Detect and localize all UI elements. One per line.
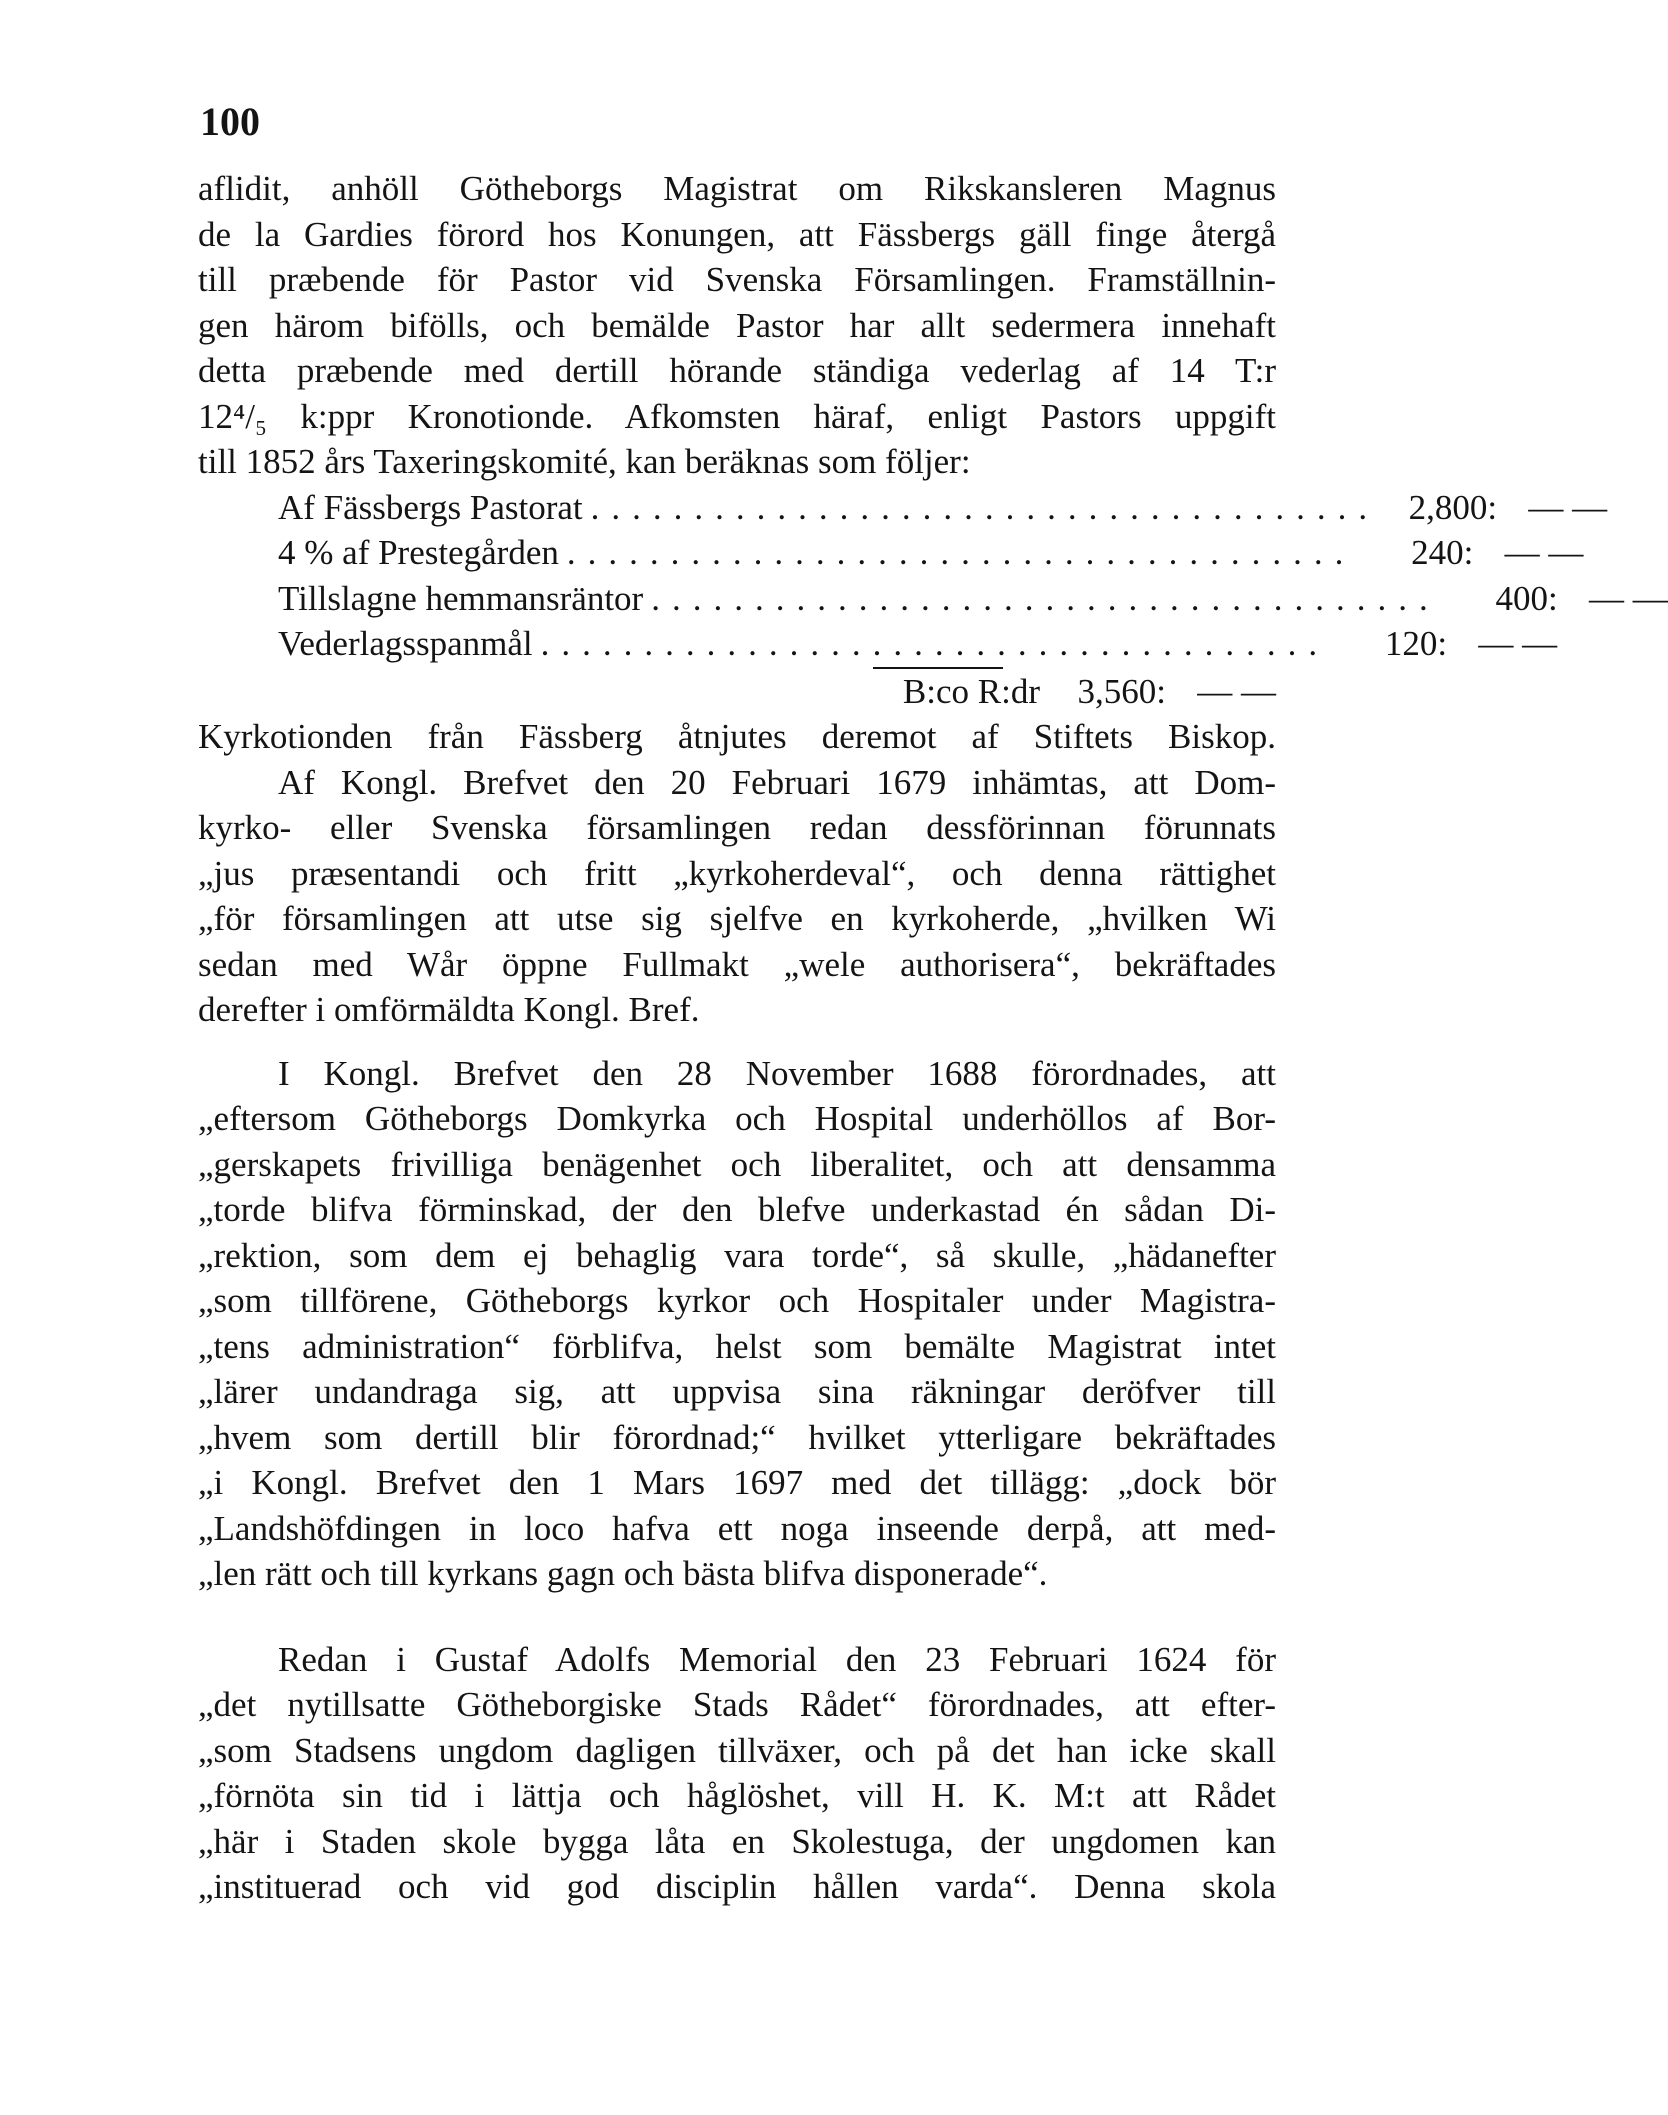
table-row-label: Tillslagne hemmansräntor: [278, 578, 644, 618]
table-total-dashes: — —: [1197, 671, 1276, 711]
text-line: „för församlingen att utse sig sjelfve en kyrkoherde, „hvilken Wi: [198, 899, 1276, 938]
text-line: till præbende för Pastor vid Svenska Församlingen. Framställnin-: [198, 260, 1276, 299]
text-line: detta præbende med dertill hörande ständiga vederlag af 14 T:r: [198, 351, 1276, 390]
text-line: Af Kongl. Brefvet den 20 Februari 1679 inhämtas, att Dom-: [278, 762, 1276, 802]
text-line: „eftersom Götheborgs Domkyrka och Hospital underhöllos af Bor-: [198, 1099, 1276, 1138]
page-number: 100: [200, 99, 260, 144]
leader-dots: ......................................: [540, 624, 1330, 663]
text-line: gen härom bifölls, och bemälde Pastor har allt sedermera innehaft: [198, 305, 1276, 345]
text-line: „len rätt och till kyrkans gagn och bästa blifva disponerade“.: [198, 1554, 1048, 1593]
text-line: „här i Staden skole bygga låta en Skolestuga, der ungdomen kan: [198, 1821, 1276, 1861]
leader-dots: ......................................: [566, 533, 1356, 572]
text-line: derefter i omförmäldta Kongl. Bref.: [198, 990, 700, 1029]
text-line: „instituerad och vid god disciplin hållen varda“. Denna skola: [198, 1867, 1276, 1906]
text-line: „som Stadsens ungdom dagligen tillväxer, och på det han icke skall: [198, 1730, 1276, 1770]
paragraph-1: [198, 166, 1276, 485]
paragraph-4: [198, 1637, 1276, 1910]
paragraph-2: [198, 714, 1276, 1033]
table-row-label: Vederlagsspanmål: [278, 624, 533, 663]
text-line: „jus præsentandi och fritt „kyrkoherdeval“, och denna rättighet: [198, 853, 1276, 893]
table-row-dashes: — —: [1528, 487, 1608, 527]
text-line: de la Gardies förord hos Konungen, att Fässbergs gäll finge återgå: [198, 214, 1276, 254]
table-row-dashes: — —: [1478, 624, 1558, 663]
text-line: Kyrkotionden från Fässberg åtnjutes deremot af Stiftets Biskop.: [198, 717, 1276, 756]
text-line: kyrko- eller Svenska församlingen redan dessförinnan förunnats: [198, 808, 1276, 847]
paragraph-3: [198, 1051, 1276, 1597]
text-line: I Kongl. Brefvet den 28 November 1688 förordnades, att: [278, 1053, 1276, 1093]
text-line: „i Kongl. Brefvet den 1 Mars 1697 med det tillägg: „dock bör: [198, 1463, 1276, 1502]
text-line: „rektion, som dem ej behaglig vara torde“, så skulle, „hädanefter: [198, 1235, 1276, 1275]
text-line: „hvem som dertill blir förordnad;“ hvilket ytterligare bekräftades: [198, 1417, 1276, 1457]
table-row-value: 2,800:: [1408, 487, 1498, 527]
table-row-value: 120:: [1384, 624, 1448, 663]
text-line: „gerskapets frivilliga benägenhet och liberalitet, och att densamma: [198, 1144, 1276, 1184]
leader-dots: ......................................: [651, 578, 1440, 618]
leader-dots: ......................................: [590, 487, 1380, 527]
text-line: 12⁴/₅ k:ppr Kronotionde. Afkomsten häraf, enligt Pastors uppgift: [198, 396, 1276, 436]
page-body: [198, 166, 1668, 1910]
table-row: [198, 530, 1584, 576]
table-total-value: 3,560:: [1077, 671, 1166, 711]
table-total-label: B:co R:dr: [902, 671, 1040, 711]
text-line: „Landshöfdingen in loco hafva ett noga inseende derpå, att med-: [198, 1508, 1276, 1548]
table-row-dashes: — —: [1504, 533, 1584, 572]
table-row: [198, 621, 1558, 667]
text-line: „lärer undandraga sig, att uppvisa sina räkningar deröfver till: [198, 1372, 1276, 1411]
text-line: till 1852 års Taxeringskomité, kan beräknas som följer:: [198, 442, 971, 481]
paragraph-gap: [198, 1033, 1276, 1051]
text-line: „förnöta sin tid i lättja och håglöshet, vill H. K. M:t att Rådet: [198, 1776, 1276, 1815]
text-line: sedan med Wår öppne Fullmakt „wele authorisera“, bekräftades: [198, 944, 1276, 984]
text-line: „som tillförene, Götheborgs kyrkor och Hospitaler under Magistra-: [198, 1281, 1276, 1320]
text-line: aflidit, anhöll Götheborgs Magistrat om Rikskansleren Magnus: [198, 169, 1276, 208]
table-row-label: Af Fässbergs Pastorat: [278, 487, 583, 527]
revenue-table: [198, 485, 1668, 715]
table-total-row: [198, 669, 1276, 715]
text-line: „torde blifva förminskad, der den blefve underkastad én sådan Di-: [198, 1190, 1276, 1229]
table-row-value: 400:: [1495, 578, 1558, 618]
text-line: „tens administration“ förblifva, helst som bemälte Magistrat intet: [198, 1326, 1276, 1366]
paragraph-gap: [198, 1597, 1276, 1637]
table-row: [198, 485, 1608, 531]
table-row-value: 240:: [1411, 533, 1474, 572]
table-row: [198, 576, 1668, 622]
table-row-dashes: — —: [1588, 578, 1668, 618]
table-row-label: 4 % af Prestegården: [278, 533, 559, 572]
text-line: Redan i Gustaf Adolfs Memorial den 23 Februari 1624 för: [278, 1639, 1276, 1679]
text-line: „det nytillsatte Götheborgiske Stads Rådet“ förordnades, att efter-: [198, 1685, 1276, 1724]
